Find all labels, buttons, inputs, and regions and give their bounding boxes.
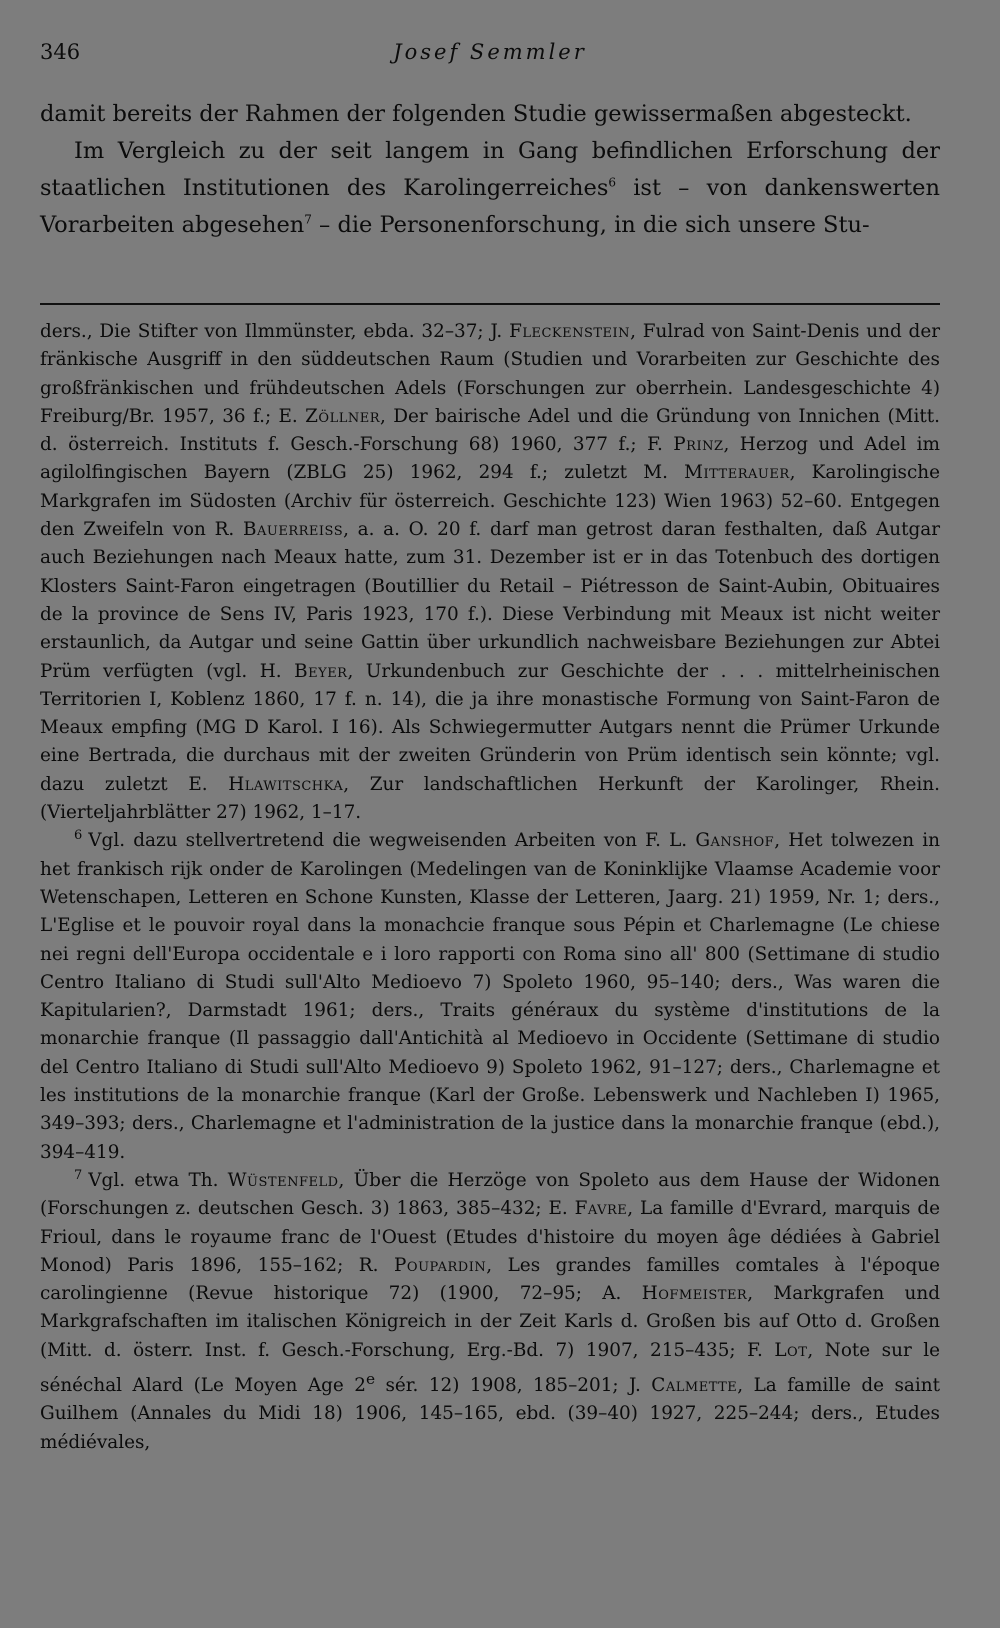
text-run: , Fulrad von Saint-Denis und der fränkische Ausgriff in den süddeutschen Raum (Studien und Vorarbeiten zur Geschichte des großfränkischen und frühdeutschen Adels (Forschungen zur oberrhein. Landesgeschichte 4) Freiburg/Br. 1957, 36 f.; E. [40, 321, 940, 427]
author-name: Bauerreiss [242, 519, 344, 541]
author-name: Prinz [673, 434, 724, 456]
author-name: Mitterauer [684, 462, 790, 484]
author-name: Lot [774, 1339, 808, 1361]
text-run: , Les grandes familles comtales à l'époque carolingienne (Revue historique 72) (1900, 72–95; A. [40, 1254, 940, 1305]
text-run: ders., Die Stifter von Ilmmünster, ebda. 32–37; J. [40, 321, 510, 342]
text-run: Vgl. dazu stellvertretend die wegweisenden Arbeiten von F. L. [88, 830, 696, 852]
text-run: – die Personenforschung, in die sich unsere Stu- [311, 212, 870, 238]
text-run: , Zur landschaftlichen Herkunft der Karolinger, Rhein. (Vierteljahrblätter 27) 1962, 1–17. [40, 773, 940, 824]
footnote-6 [40, 827, 940, 1167]
author-name: Calmette [651, 1375, 738, 1397]
footnotes [40, 318, 940, 1457]
paragraph-2 [40, 133, 940, 244]
footnote-7 [40, 1167, 940, 1457]
superscript: e [365, 1369, 376, 1388]
text-run: sér. 12) 1908, 185–201; J. [375, 1375, 652, 1397]
text-run: , Der bairische Adel und die Gründung von Innichen (Mitt. d. österreich. Instituts f. Gesch.-Forschung 68) 1960, 377 f.; F. [40, 405, 940, 456]
text-run: Im Vergleich zu der seit langem in Gang befindlichen Erforschung der staatlichen Institutionen des Karolingerreiches [40, 138, 940, 201]
author-name: Favre [574, 1198, 628, 1220]
author-name: Wüstenfeld [227, 1169, 339, 1191]
text-run: , La famille d'Evrard, marquis de Frioul, dans le royaume franc de l'Ouest (Etudes d'histoire du moyen âge dédiées à Gabriel Monod) Paris 1896, 155–162; R. [40, 1198, 940, 1276]
text-run: , Urkundenbuch zur Geschichte der . . . mittelrheinischen Territorien I, Koblenz 1860, 17 f. n. 14), die ja ihre monastische Formung von Saint-Faron de Meaux empfing (MG D Karol. I 16). Als Schwiegermutter Autgars nennt die Prümer Urkunde eine Bertrada, die durchaus mit der zweiten Gründerin von Prüm identisch sein könnte; vgl. dazu zuletzt E. [40, 660, 940, 795]
text-run: , a. a. O. 20 f. darf man getrost daran festhalten, daß Autgar auch Beziehungen nach Meaux hatte, zum 31. Dezember ist er in das Totenbuch des dortigen Klosters Saint-Faron eingetragen (Boutillier du Retail – Piétresson de Saint-Aubin, Obituaires de la province de Sens IV, Paris 1923, 170 f.). Diese Verbindung mit Meaux ist nicht weiter erstaunlich, da Autgar und seine Gattin über urkundlich nachweisbare Beziehungen zur Abtei Prüm verfügten (vgl. H. [40, 519, 940, 682]
footnote-ref-7[interactable]: 7 [304, 212, 312, 227]
running-title: Josef Semmler [393, 40, 587, 64]
footnote-ref-6[interactable]: 6 [608, 175, 617, 190]
paragraph-1: damit bereits der Rahmen der folgenden Studie gewissermaßen abgesteckt. [40, 101, 912, 127]
page-header [40, 40, 940, 76]
text-run: , La famille de saint Guilhem (Annales du Midi 18) 1906, 145–165, ebd. (39–40) 1927, 225–244; ders., Etudes médiévales, [40, 1375, 941, 1453]
author-name: Zöllner [305, 405, 380, 427]
text-run: , Note sur le sénéchal Alard (Le Moyen Age 2 [40, 1339, 941, 1397]
text-run: , Het tolwezen in het frankisch rijk onder de Karolingen (Medelingen van de Koninklijke Vlaamse Academie voor Wetenschapen, Letteren en Schone Kunsten, Klasse der Letteren, Jaarg. 21) 1959, Nr. 1; ders., L'Eglise et le pouvoir royal dans la monachcie franque sous Pépin et Charlemagne (Le chiese nei regni dell'Europa occidentale e i loro rapporti con Roma sino all' 800 (Settimane di studio Centro Italiano di Studi sull'Alto Medioevo 7) Spoleto 1960, 95–140; ders., Was waren die Kapitularien?, Darmstadt 1961; ders., Traits généraux du système d'institutions de la monarchie franque (Il passaggio dall'Antichità al Medioevo in Occidente (Settimane di studio del Centro Italiano di Studi sull'Alto Medioevo 9) Spoleto 1962, 91–127; ders., Charlemagne et les institutions de la monarchie franque (Karl der Große. Lebenswerk und Nachleben I) 1965, 349–393; ders., Charlemagne et l'administration de la justice dans la monarchie franque (ebd.), 394–419. [40, 830, 940, 1163]
author-name: Poupardin [394, 1254, 487, 1276]
text-run: , Über die Herzöge von Spoleto aus dem Hause der Widonen (Forschungen z. deutschen Gesch. 3) 1863, 385–432; E. [40, 1169, 940, 1220]
text-run: , Herzog und Adel im agilolfingischen Bayern (ZBLG 25) 1962, 294 f.; zuletzt M. [40, 434, 941, 484]
page-number: 346 [40, 40, 81, 64]
footnote-number: 6 [74, 828, 83, 844]
author-name: Fleckenstein [509, 321, 631, 342]
author-name: Hofmeister [641, 1283, 748, 1305]
text-run: , Karolingische Markgrafen im Südosten (Archiv für österreich. Geschichte 123) Wien 1963) 52–60. Entgegen den Zweifeln von R. [40, 462, 940, 541]
author-name: Hlawitschka [228, 773, 344, 795]
author-name: Beyer [294, 660, 348, 682]
footnote-separator [40, 303, 940, 305]
main-text [40, 96, 940, 244]
footnote-5-continued [40, 318, 940, 827]
author-name: Ganshof [695, 830, 775, 852]
footnote-number: 7 [74, 1167, 83, 1183]
text-run: Vgl. etwa Th. [88, 1169, 228, 1191]
text-run: , Markgrafen und Markgrafschaften im italischen Königreich in der Zeit Karls d. Großen bis auf Otto d. Großen (Mitt. d. österr. Inst. f. Gesch.-Forschung, Erg.-Bd. 7) 1907, 215–435; F. [40, 1283, 940, 1361]
text-run: ist – von dankenswerten Vorarbeiten abgesehen [40, 175, 940, 238]
